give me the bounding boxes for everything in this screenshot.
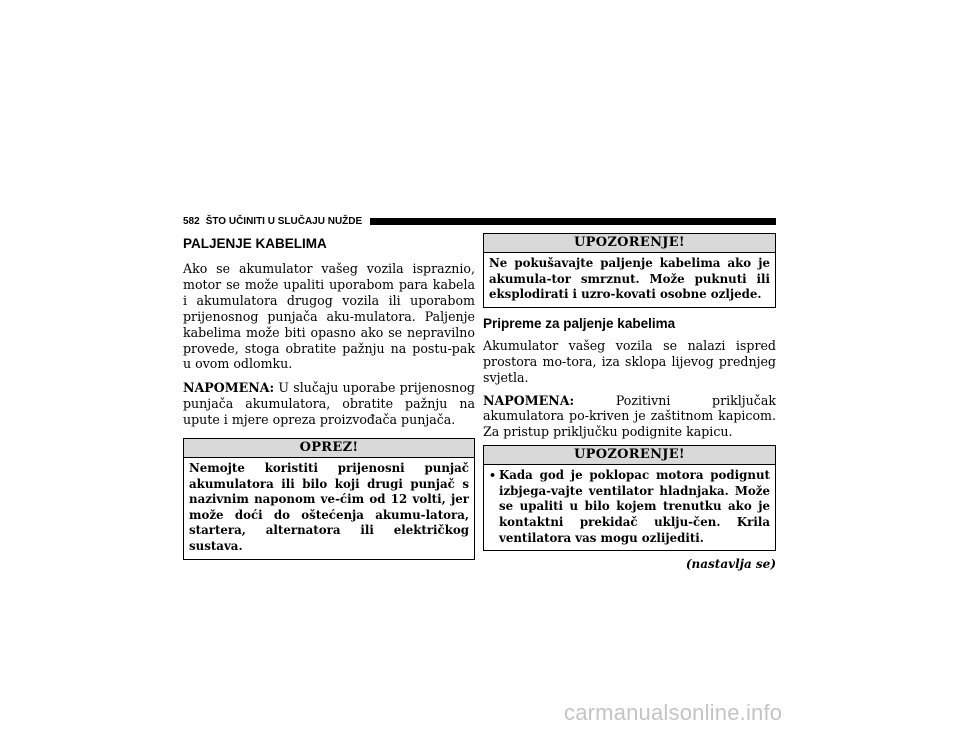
intro-paragraph: Ako se akumulator vašeg vozila ispraznio, motor se može upaliti uporabom para kabela i akumulatora drugog vozila ili uporabom prijenosnog punjača aku-mulatora. Paljenje kabelima može biti opasno ako se nepravilno provede, stoga obratite pažnju na postu-pak u ovom odlomku.: [183, 261, 475, 372]
page-number: 582: [183, 215, 200, 227]
warning-title: UPOZORENJE!: [484, 234, 775, 253]
warning-title-2: UPOZORENJE!: [484, 446, 775, 465]
section-heading-jump-start: PALJENJE KABELIMA: [183, 236, 327, 251]
watermark-text: carmanualsonline.info: [564, 700, 783, 725]
header-rule: [370, 218, 776, 225]
section-heading-preparation: Pripreme za paljenje kabelima: [483, 315, 676, 331]
warning-box-fan: [483, 445, 776, 551]
page-header: [183, 214, 776, 228]
warning-text: Ne pokušavajte paljenje kabelima ako je akumula-tor smrznut. Može puknuti ili eksplodirati i uzro-kovati osobne ozljede.: [489, 256, 770, 302]
bullet-marker: •: [489, 469, 497, 483]
warning-bullet-text: Kada god je poklopac motora podignut izbjega-vajte ventilator hladnjaka. Može se upaliti u bilo kojem trenutku ako je kontaktni prekidač uklju-čen. Krila ventilatora vas mogu ozlijediti.: [499, 468, 770, 545]
battery-location-paragraph: Akumulator vašeg vozila se nalazi ispred prostora mo-tora, iza sklopa lijevog prednjeg svjetla.: [483, 337, 776, 385]
note-paragraph: [183, 380, 475, 428]
left-column: [183, 236, 475, 560]
chapter-title: ŠTO UČINITI U SLUČAJU NUŽDE: [205, 215, 363, 227]
note-label: NAPOMENA:: [183, 380, 275, 396]
warning-box-frozen-battery: [483, 233, 776, 308]
caution-title: OPREZ!: [184, 439, 474, 458]
warning-bullet-item: [489, 468, 770, 546]
right-column: [483, 233, 776, 571]
note-paragraph-right: [483, 393, 776, 441]
warning-body-2: [484, 465, 775, 550]
note-label-right: NAPOMENA:: [483, 392, 575, 408]
caution-box: [183, 438, 475, 560]
note-text: U slučaju uporabe prijenosnog punjača akumulatora, obratite pažnju na upute i mjere opreza proizvođača punjača.: [183, 380, 475, 428]
caution-text: Nemojte koristiti prijenosni punjač akumulatora ili bilo koji drugi punjač s nazivnim naponom ve-ćim od 12 volti, jer može doći do oštećenja akumu-latora, startera, alternatora ili električkog sustava.: [189, 461, 469, 554]
note-text-right: Pozitivni priključak akumulatora po-kriven je zaštitnom kapicom. Za pristup priključku podignite kapicu.: [483, 392, 776, 440]
continued-label: (nastavlja se): [685, 557, 776, 572]
